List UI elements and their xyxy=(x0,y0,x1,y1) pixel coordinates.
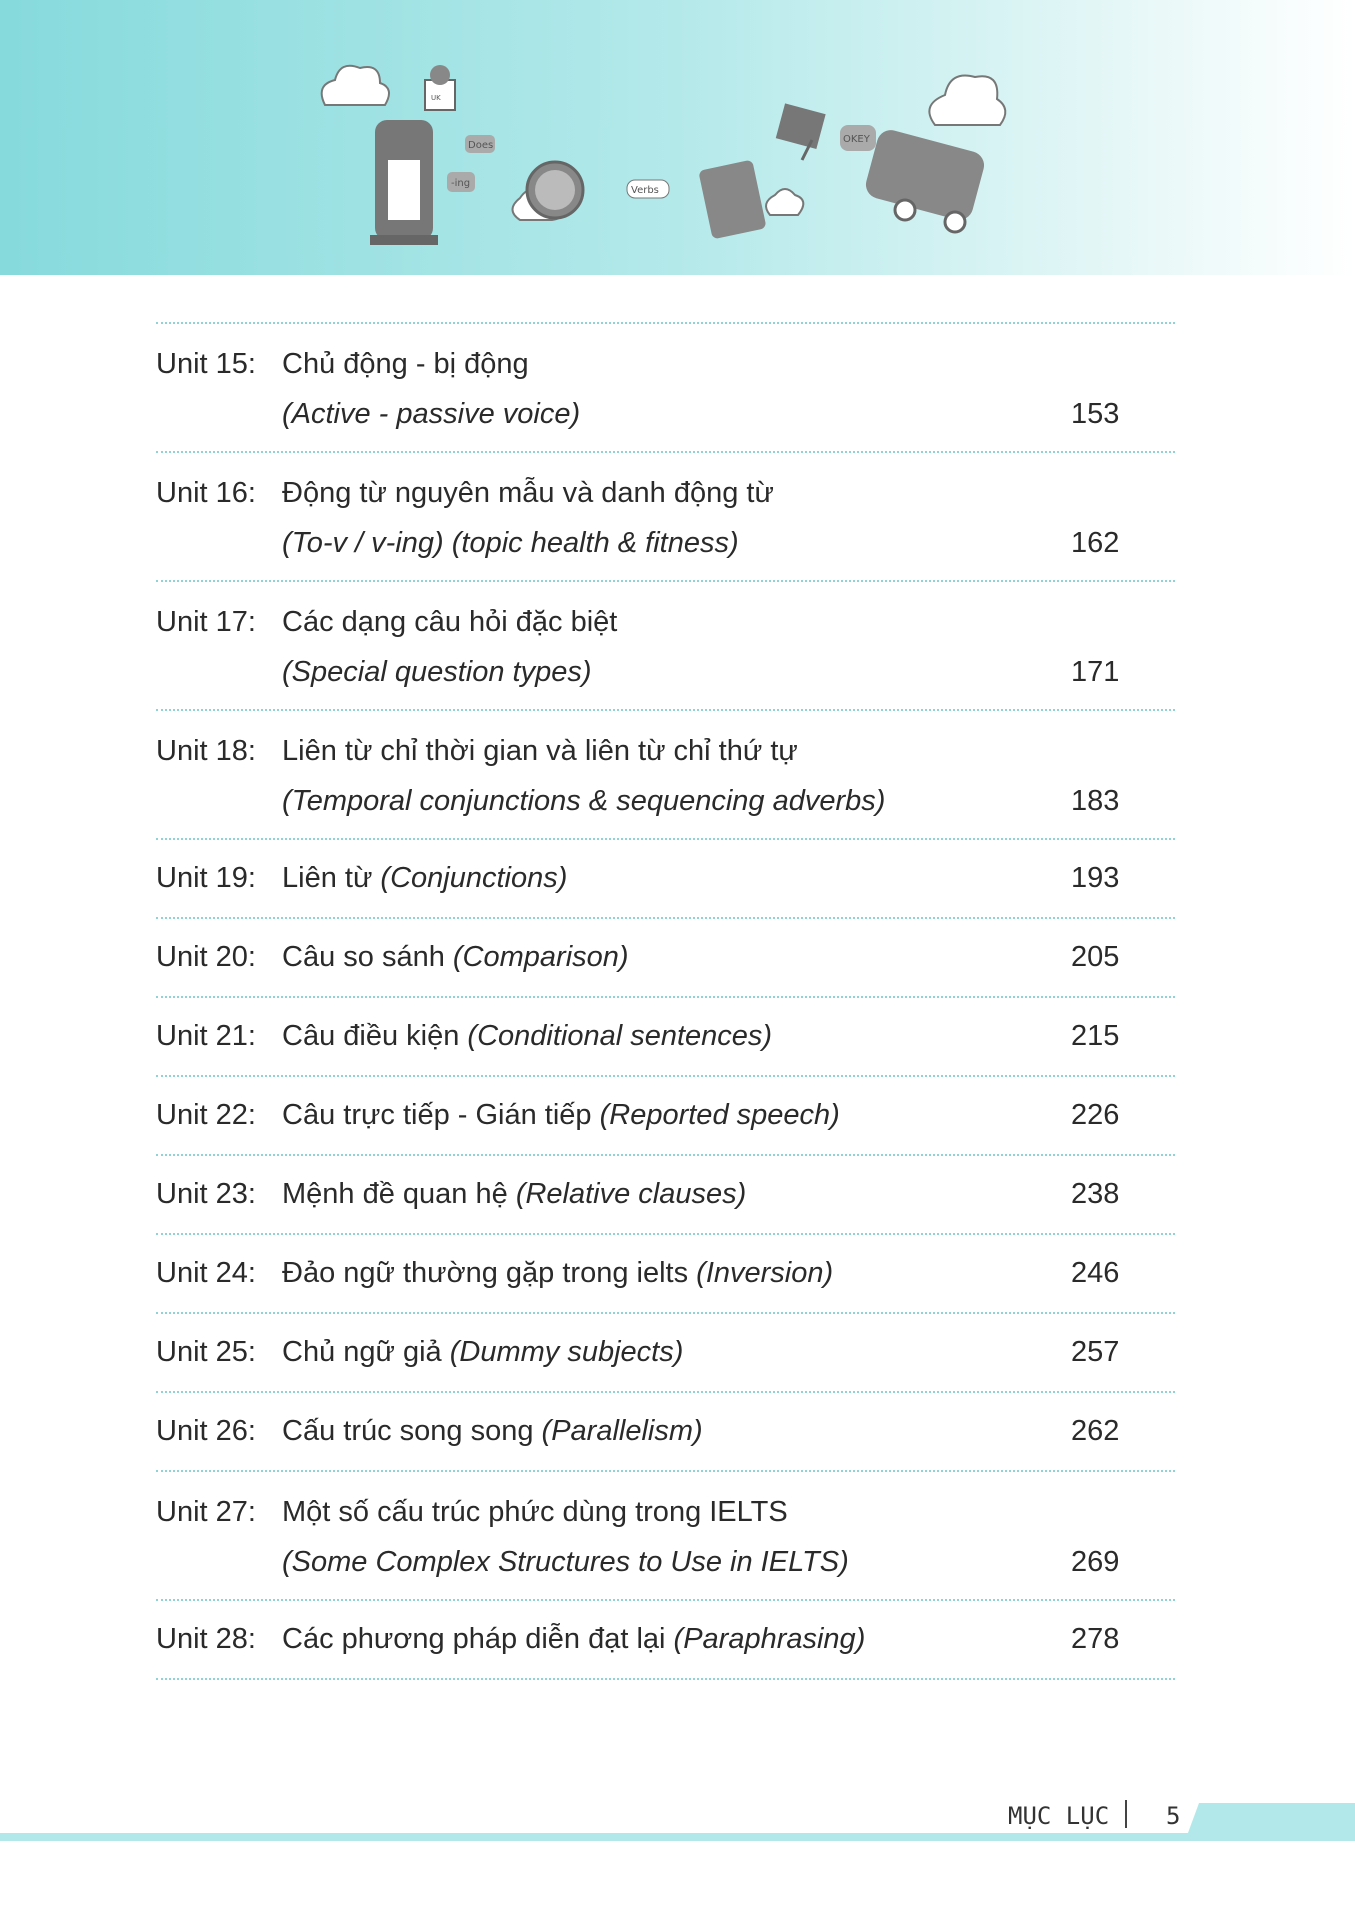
label-uk: UK xyxy=(431,94,441,102)
entry-subtitle: (Temporal conjunctions & sequencing adverbs) xyxy=(282,785,886,817)
entry-title-vi: Đảo ngữ thường gặp trong ielts xyxy=(282,1257,697,1289)
entry-title-vi: Các phương pháp diễn đạt lại xyxy=(282,1623,674,1655)
entry-title xyxy=(282,1336,683,1369)
entry-title-vi: Chủ động - bị động xyxy=(282,348,529,380)
entry-title-vi: Liên từ xyxy=(282,862,381,894)
page-number: 257 xyxy=(1071,1336,1120,1368)
entry-title-en: (Relative clauses) xyxy=(515,1178,747,1210)
toc-entry[interactable] xyxy=(156,1472,1175,1599)
dotted-divider xyxy=(156,1678,1175,1680)
unit-number: Unit 27: xyxy=(156,1496,256,1528)
unit-number: Unit 24: xyxy=(156,1257,256,1289)
page-number: 262 xyxy=(1071,1415,1120,1447)
footer-tab xyxy=(1185,1803,1355,1841)
toc-entry[interactable] xyxy=(156,1156,1175,1233)
entry-title-en: (Conjunctions) xyxy=(380,862,568,894)
toc-entry[interactable] xyxy=(156,998,1175,1075)
toc-entry[interactable] xyxy=(156,711,1175,838)
page-number: 205 xyxy=(1071,941,1120,973)
page-number: 153 xyxy=(1071,398,1120,430)
page-number: 238 xyxy=(1071,1178,1120,1210)
entry-subtitle: (Active - passive voice) xyxy=(282,398,581,430)
footer-divider xyxy=(1125,1800,1127,1828)
header-banner xyxy=(0,0,1355,275)
cloud-icon xyxy=(322,66,389,105)
entry-title-en: (Conditional sentences) xyxy=(467,1020,773,1052)
unit-number: Unit 15: xyxy=(156,348,256,380)
toc-entry[interactable] xyxy=(156,1314,1175,1391)
page-number: 215 xyxy=(1071,1020,1120,1052)
page-number: 278 xyxy=(1071,1623,1120,1655)
entry-subtitle: (To-v / v-ing) (topic health & fitness) xyxy=(282,527,739,559)
page-number: 171 xyxy=(1071,656,1120,688)
unit-number: Unit 26: xyxy=(156,1415,256,1447)
toc-entry[interactable] xyxy=(156,1077,1175,1154)
entry-title xyxy=(282,477,774,510)
page-number: 226 xyxy=(1071,1099,1120,1131)
entry-title xyxy=(282,1099,840,1132)
entry-title-vi: Động từ nguyên mẫu và danh động từ xyxy=(282,477,774,509)
phone-box-icon xyxy=(370,120,438,245)
toc-entry[interactable] xyxy=(156,1393,1175,1470)
unit-number: Unit 28: xyxy=(156,1623,256,1655)
label-ing: -ing xyxy=(451,178,471,189)
toc-entry[interactable] xyxy=(156,582,1175,709)
unit-number: Unit 19: xyxy=(156,862,256,894)
entry-title xyxy=(282,735,798,768)
unit-number: Unit 16: xyxy=(156,477,256,509)
unit-number: Unit 25: xyxy=(156,1336,256,1368)
crown-icon xyxy=(425,65,455,110)
entry-title xyxy=(282,862,567,895)
footer-page-number: 5 xyxy=(1166,1802,1181,1830)
label-does: Does xyxy=(468,140,494,151)
footer-section-label: MỤC LỤC xyxy=(1008,1802,1110,1830)
entry-title xyxy=(282,606,617,639)
unit-number: Unit 22: xyxy=(156,1099,256,1131)
page-number: 246 xyxy=(1071,1257,1120,1289)
london-illustration xyxy=(0,0,1355,275)
unit-number: Unit 20: xyxy=(156,941,256,973)
entry-title xyxy=(282,1623,865,1656)
page-number: 269 xyxy=(1071,1546,1120,1578)
entry-title-vi: Mệnh đề quan hệ xyxy=(282,1178,516,1210)
entry-title xyxy=(282,348,529,381)
entry-title-vi: Cấu trúc song song xyxy=(282,1415,542,1447)
toc-entry[interactable] xyxy=(156,324,1175,451)
entry-title-en: (Inversion) xyxy=(696,1257,834,1289)
entry-title-vi: Câu điều kiện xyxy=(282,1020,468,1052)
cloud-icon xyxy=(766,189,803,215)
page-number: 183 xyxy=(1071,785,1120,817)
entry-title-vi: Liên từ chỉ thời gian và liên từ chỉ thứ tự xyxy=(282,735,798,767)
label-verbs: Verbs xyxy=(631,185,659,196)
unit-number: Unit 17: xyxy=(156,606,256,638)
toc-entry[interactable] xyxy=(156,1601,1175,1678)
entry-title xyxy=(282,1178,746,1211)
toc-entry[interactable] xyxy=(156,840,1175,917)
page-number: 162 xyxy=(1071,527,1120,559)
clock-icon xyxy=(527,162,583,218)
toc-entry[interactable] xyxy=(156,1235,1175,1312)
entry-subtitle: (Some Complex Structures to Use in IELTS) xyxy=(282,1546,849,1578)
table-of-contents xyxy=(156,322,1175,1680)
toc-entry[interactable] xyxy=(156,919,1175,996)
entry-title xyxy=(282,1415,703,1448)
book-icon xyxy=(698,160,766,240)
unit-number: Unit 23: xyxy=(156,1178,256,1210)
bus-icon xyxy=(863,127,987,232)
unit-number: Unit 18: xyxy=(156,735,256,767)
entry-title-en: (Dummy subjects) xyxy=(449,1336,684,1368)
entry-title xyxy=(282,1020,772,1053)
page-number: 193 xyxy=(1071,862,1120,894)
unit-number: Unit 21: xyxy=(156,1020,256,1052)
entry-title-en: (Comparison) xyxy=(452,941,629,973)
flag-icon xyxy=(776,103,826,160)
footer-band xyxy=(0,1833,1355,1841)
entry-title-vi: Chủ ngữ giả xyxy=(282,1336,450,1368)
entry-title-vi: Các dạng câu hỏi đặc biệt xyxy=(282,606,618,638)
entry-title-vi: Một số cấu trúc phức dùng trong IELTS xyxy=(282,1496,788,1528)
entry-subtitle: (Special question types) xyxy=(282,656,592,688)
entry-title xyxy=(282,1496,788,1529)
entry-title-en: (Paraphrasing) xyxy=(673,1623,866,1655)
entry-title xyxy=(282,941,629,974)
entry-title-vi: Câu trực tiếp - Gián tiếp xyxy=(282,1099,600,1131)
entry-title xyxy=(282,1257,833,1290)
entry-title-en: (Reported speech) xyxy=(599,1099,840,1131)
toc-entry[interactable] xyxy=(156,453,1175,580)
cloud-icon xyxy=(929,75,1005,125)
entry-title-en: (Parallelism) xyxy=(541,1415,703,1447)
label-okey: OKEY xyxy=(843,134,870,145)
entry-title-vi: Câu so sánh xyxy=(282,941,453,973)
